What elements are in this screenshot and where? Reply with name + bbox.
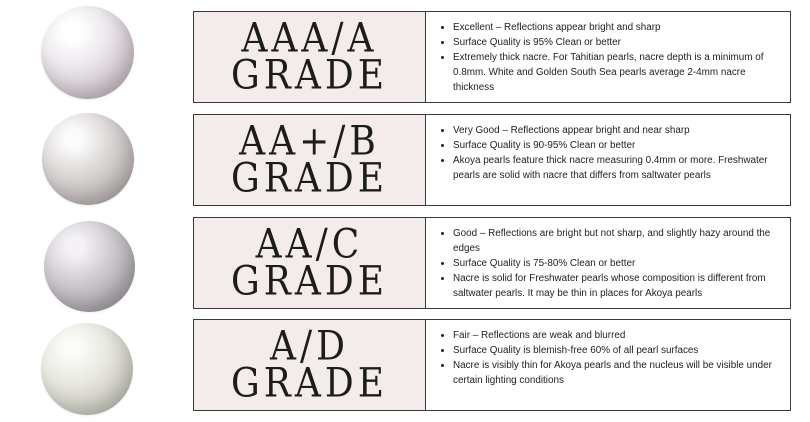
list-item: • Surface Quality is 90-95% Clean or better xyxy=(453,138,780,153)
list-item: • Fair – Reflections are weak and blurred xyxy=(453,328,780,343)
grade-card xyxy=(193,319,791,411)
list-item: • Surface Quality is 95% Clean or better xyxy=(453,35,780,50)
grade-title xyxy=(194,320,426,410)
grade-title xyxy=(194,12,426,102)
list-item: • Nacre is solid for Freshwater pearls whose composition is different from saltwater pearls. It may be thin in places for Akoya pearls xyxy=(453,271,780,301)
grade-criteria-list xyxy=(426,115,790,205)
grade-title-line1: AA+/B xyxy=(239,117,380,164)
list-item: • Surface Quality is blemish-free 60% of all pearl surfaces xyxy=(453,343,780,358)
pearl-image xyxy=(41,6,134,99)
grade-title-line1: AAA/A xyxy=(241,14,378,61)
list-item: • Akoya pearls feature thick nacre measuring 0.4mm or more. Freshwater pearls are solid with nacre that differs from saltwater pearls xyxy=(453,153,780,183)
grade-criteria-list xyxy=(426,12,790,102)
grade-title-line1: A/D xyxy=(270,322,349,369)
grade-criteria-list xyxy=(426,320,790,410)
grade-card xyxy=(193,11,791,103)
grade-title-line2: GRADE xyxy=(230,359,388,406)
grade-criteria-list xyxy=(426,218,790,308)
list-item: • Good – Reflections are bright but not sharp, and slightly hazy around the edges xyxy=(453,226,780,256)
pearl-image xyxy=(42,113,134,205)
list-item: • Surface Quality is 75-80% Clean or better xyxy=(453,256,780,271)
grade-card xyxy=(193,217,791,309)
grade-title-line2: GRADE xyxy=(230,154,388,201)
list-item: • Excellent – Reflections appear bright and sharp xyxy=(453,20,780,35)
grade-title-line2: GRADE xyxy=(230,51,388,98)
grade-title-line2: GRADE xyxy=(230,257,388,304)
pearl-image xyxy=(44,221,135,312)
grade-title xyxy=(194,218,426,308)
list-item: • Nacre is visibly thin for Akoya pearls and the nucleus will be visible under certain lighting conditions xyxy=(453,358,780,388)
pearl-image xyxy=(41,323,133,415)
grade-title xyxy=(194,115,426,205)
list-item: • Very Good – Reflections appear bright and near sharp xyxy=(453,123,780,138)
grade-card xyxy=(193,114,791,206)
list-item: • Extremely thick nacre. For Tahitian pearls, nacre depth is a minimum of 0.8mm. White and Golden South Sea pearls average 2-4mm nacre thickness xyxy=(453,50,780,95)
grade-title-line1: AA/C xyxy=(255,220,364,267)
